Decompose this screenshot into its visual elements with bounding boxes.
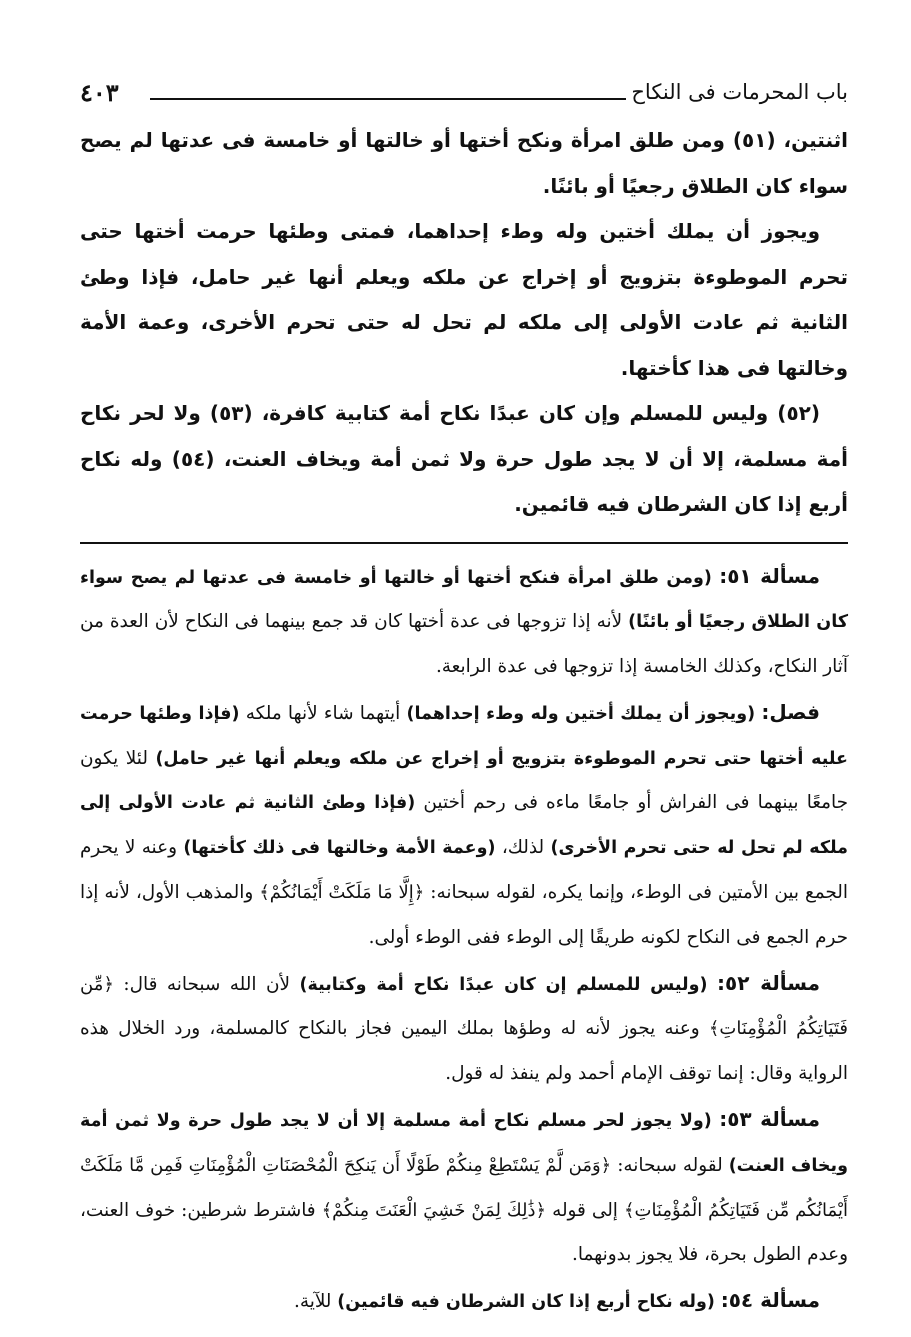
issue-53 xyxy=(80,1097,848,1278)
quoted-matn: (فإذا وطئها حرمت عليه أختها حتى تحرم الموطوءة بتزويج أو إخراج عن ملكه ويعلم أنها غير حامل) xyxy=(80,703,848,769)
quran-verse: ﴿ذَٰلِكَ لِمَنْ خَشِيَ الْعَنَتَ مِنكُمْ﴾ xyxy=(321,1199,547,1221)
commentary-divider xyxy=(80,542,848,544)
quoted-matn: (ويجوز أن يملك أختين وله وطء إحداهما) xyxy=(406,703,756,724)
commentary-text: وعنه يجوز لأنه له وطؤها بملك اليمين فجاز بالنكاح كالمسلمة، ورد الخلال هذه الرواية وقال: إنما توقف الإمام أحمد ولم ينفذ له قول. xyxy=(80,1018,848,1085)
commentary-text: أيتهما شاء لأنها ملكه xyxy=(245,702,401,724)
section-fasl xyxy=(80,690,848,961)
issue-label: مسألة ٥٤: xyxy=(720,1288,820,1313)
quoted-matn: (وليس للمسلم إن كان عبدًا نكاح أمة وكتابية) xyxy=(299,974,708,995)
page-number: ٤٠٣ xyxy=(80,78,119,107)
commentary-text: والمذهب الأول، لأنه إذا حرم الجمع فى النكاح لكونه طريقًا إلى الوطء ففى الوطء أولى. xyxy=(80,882,848,948)
quran-verse: ﴿مِّن فَتَيَاتِكُمُ الْمُؤْمِنَاتِ﴾ xyxy=(80,973,849,1040)
commentary-text: لئلا يكون جامعًا بينهما فى الفراش أو جامعًا ماءه فى رحم أختين xyxy=(80,747,848,814)
commentary-text: لقوله سبحانه: xyxy=(617,1154,723,1176)
chapter-title: باب المحرمات فى النكاح xyxy=(631,80,848,104)
quoted-matn: (ولا يجوز لحر مسلم نكاح أمة مسلمة إلا أن لا يجد طول حرة ولا ثمن أمة ويخاف العنت) xyxy=(80,1111,848,1176)
header-rule xyxy=(150,98,626,100)
commentary-text: للآية. xyxy=(294,1291,332,1313)
commentary xyxy=(80,554,848,1326)
quoted-matn: (وله نكاح أربع إذا كان الشرطان فيه قائمين) xyxy=(337,1292,715,1313)
book-page xyxy=(80,78,848,1325)
quran-verse: ﴿إِلَّا مَا مَلَكَتْ أَيْمَانُكُمْ﴾ xyxy=(259,882,425,904)
quoted-matn: (وعمة الأمة وخالتها فى ذلك كأختها) xyxy=(183,838,496,859)
quran-verse: ﴿وَمَن لَّمْ يَسْتَطِعْ مِنكُمْ طَوْلًا أَن يَنكِحَ الْمُحْصَنَاتِ الْمُؤْمِنَاتِ فَمِن مَّا مَلَكَتْ أَيْمَانُكُم مِّن فَتَيَاتِكُمُ الْمُؤْمِنَاتِ﴾ xyxy=(80,1154,848,1221)
matn-paragraph: اثنتين، (٥١) ومن طلق امرأة ونكح أختها أو خالتها أو خامسة فى عدتها لم يصح سواء كان الطلاق رجعيًا أو بائنًا. xyxy=(80,128,848,198)
commentary-text: لذلك، xyxy=(501,837,545,859)
issue-54 xyxy=(80,1278,848,1325)
matn-paragraph: (٥٢) وليس للمسلم وإن كان عبدًا نكاح أمة كتابية كافرة، (٥٣) ولا لحر نكاح أمة مسلمة، إلا أن لا يجد طول حرة ولا ثمن أمة ويخاف العنت، (٥٤) وله نكاح أربع إذا كان الشرطان فيه قائمين. xyxy=(80,401,848,516)
quoted-matn: (فإذا وطئ الثانية ثم عادت الأولى إلى ملكه لم تحل له حتى تحرم الأخرى) xyxy=(80,793,849,859)
issue-label: مسألة ٥٣: xyxy=(719,1107,820,1132)
commentary-text: لأنه إذا تزوجها فى عدة أختها كان قد جمع بينهما فى النكاح لأن العدة من آثار النكاح، وكذلك الخامسة إذا تزوجها فى عدة الرابعة. xyxy=(80,611,848,678)
commentary-text: إلى قوله xyxy=(552,1199,618,1221)
commentary-text: فاشترط شرطين: خوف العنت، وعدم الطول بحرة، فلا يجوز بدونهما. xyxy=(80,1199,848,1266)
issue-label: مسألة ٥٢: xyxy=(717,970,820,995)
issue-51 xyxy=(80,554,848,690)
issue-52 xyxy=(80,961,848,1097)
commentary-text: لأن الله سبحانه قال: xyxy=(123,973,290,995)
matn-paragraph: ويجوز أن يملك أختين وله وطء إحداهما، فمتى وطئها حرمت أختها حتى تحرم الموطوءة بتزويج أو إخراج عن ملكه ويعلم أنها غير حامل، فإذا وطئ الثانية ثم عادت الأولى إلى ملكه لم تحل له حتى تحرم الأخرى، وعمة الأمة وخالتها فى هذا كأختها. xyxy=(80,219,848,380)
quoted-matn: (ومن طلق امرأة فنكح أختها أو خالتها أو خامسة فى عدتها لم يصح سواء كان الطلاق رجعيًا أو بائنًا) xyxy=(80,567,848,633)
commentary-text: وعنه لا يحرم الجمع بين الأمتين فى الوطء، وإنما يكره، لقوله سبحانه: xyxy=(80,837,848,904)
issue-label: مسألة ٥١: xyxy=(719,563,820,588)
section-label: فصل: xyxy=(761,699,820,724)
main-text xyxy=(80,118,848,528)
page-header xyxy=(80,78,848,114)
